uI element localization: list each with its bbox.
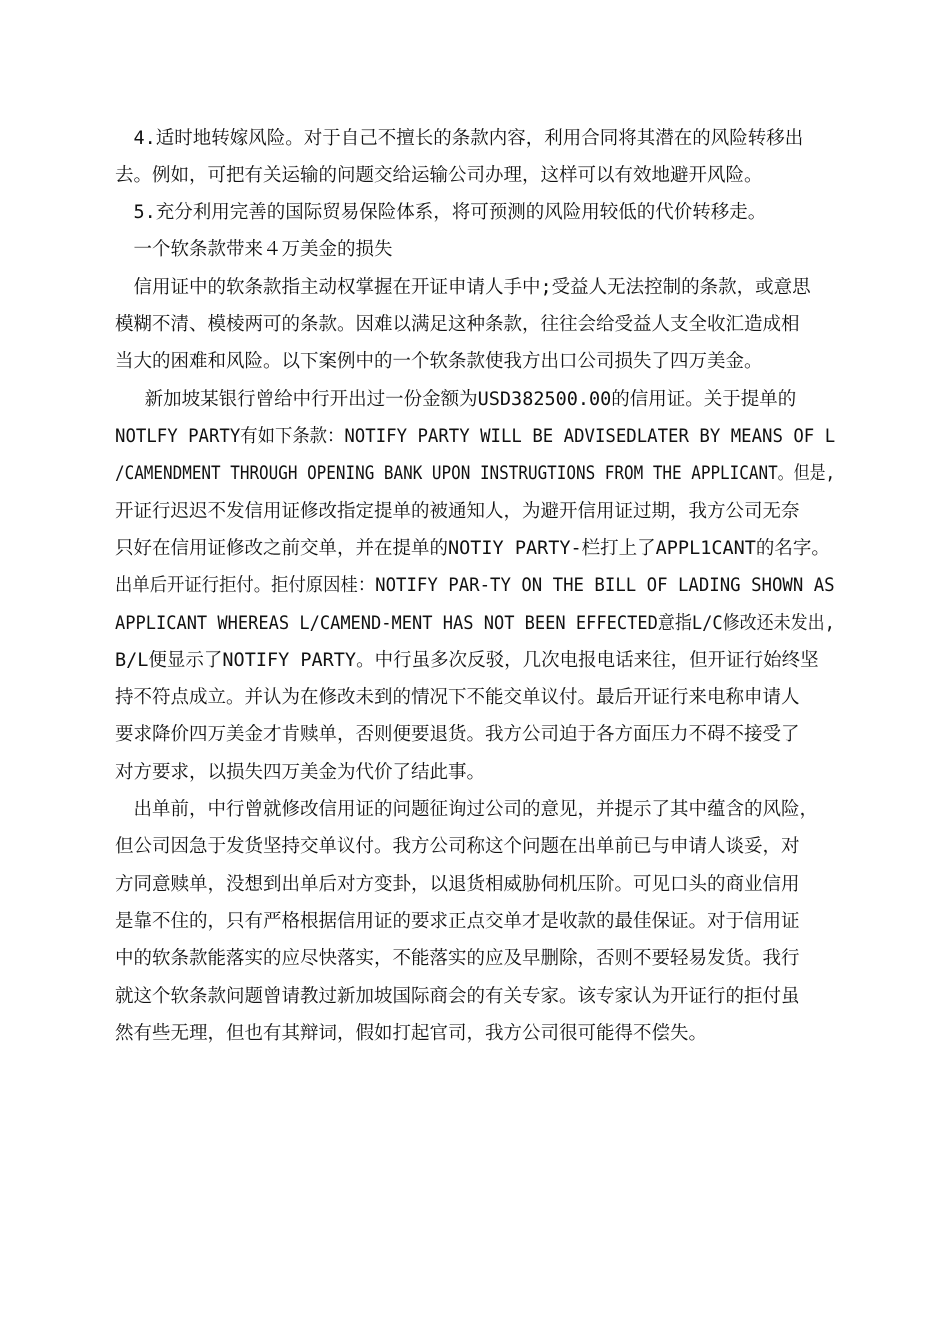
text-line: 开证行迟迟不发信用证修改指定提单的被通知人，为避开信用证过期，我方公司无奈 — [115, 501, 800, 522]
text-line: 是靠不住的，只有严格根据信用证的要求正点交单才是收款的最佳保证。对于信用证 — [115, 911, 800, 932]
text-line: 就这个软条款问题曾请教过新加坡国际商会的有关专家。该专家认为开证行的拒付虽 — [115, 986, 800, 1007]
text-line: 出单前，中行曾就修改信用证的问题征询过公司的意见，并提示了其中蕴含的风险， — [115, 799, 819, 820]
text-line: 然有些无理，但也有其辩词，假如打起官司，我方公司很可能得不偿失。 — [115, 1023, 708, 1044]
text-line: 4.适时地转嫁风险。对于自己不擅长的条款内容，利用合同将其潜在的风险转移出 — [115, 128, 804, 149]
text-line: 模糊不清、模棱两可的条款。因难以满足这种条款，往往会给受益人支全收汇造成相 — [115, 314, 800, 335]
text-line: /CAMENDMENT THROUGH OPENING BANK UPON INSTRUGTIONS FROM THE APPLICANT。但是, — [115, 463, 836, 484]
text-line: B/L便显示了NOTIFY PARTY。中行虽多次反驳，几次电报电话来往，但开证行始终坚 — [115, 650, 819, 671]
text-line: APPLICANT WHEREAS L/CAMEND-MENT HAS NOT BEEN EFFECTED意指L/C修改还未发出, — [115, 613, 835, 634]
text-line: NOTLFY PARTY有如下条款：NOTIFY PARTY WILL BE ADVISEDLATER BY MEANS OF L — [115, 426, 836, 447]
text-line: 新加坡某银行曾给中行开出过一份金额为USD382500.00的信用证。关于提单的 — [115, 389, 797, 410]
text-line: 中的软条款能落实的应尽快落实，不能落实的应及早删除，否则不要轻易发货。我行 — [115, 948, 800, 969]
text-line: 当大的困难和风险。以下案例中的一个软条款使我方出口公司损失了四万美金。 — [115, 351, 763, 372]
text-line: 但公司因急于发货坚持交单议付。我方公司称这个问题在出单前已与申请人谈妥，对 — [115, 836, 800, 857]
text-line: 信用证中的软条款指主动权掌握在开证申请人手中;受益人无法控制的条款，或意思 — [115, 277, 811, 298]
text-line: 方同意赎单，没想到出单后对方变卦，以退货相威胁伺机压阶。可见口头的商业信用 — [115, 874, 800, 895]
text-line: 出单后开证行拒付。拒付原因桂：NOTIFY PAR-TY ON THE BILL OF LADING SHOWN AS — [115, 575, 835, 596]
text-line: 5.充分利用完善的国际贸易保险体系，将可预测的风险用较低的代价转移走。 — [115, 202, 767, 223]
text-line: 持不符点成立。并认为在修改未到的情况下不能交单议付。最后开证行来电称申请人 — [115, 687, 800, 708]
text-line: 要求降价四万美金才肯赎单，否则便要退货。我方公司迫于各方面压力不碍不接受了 — [115, 724, 800, 745]
text-line: 去。例如，可把有关运输的问题交给运输公司办理，这样可以有效地避开风险。 — [115, 165, 763, 186]
text-line: 只好在信用证修改之前交单，并在提单的NOTIY PARTY-栏打上了APPL1CANT的名字。 — [115, 538, 830, 559]
text-line: 对方要求，以损失四万美金为代价了结此事。 — [115, 762, 486, 783]
section-heading: 一个软条款带来４万美金的损失 — [115, 239, 393, 260]
